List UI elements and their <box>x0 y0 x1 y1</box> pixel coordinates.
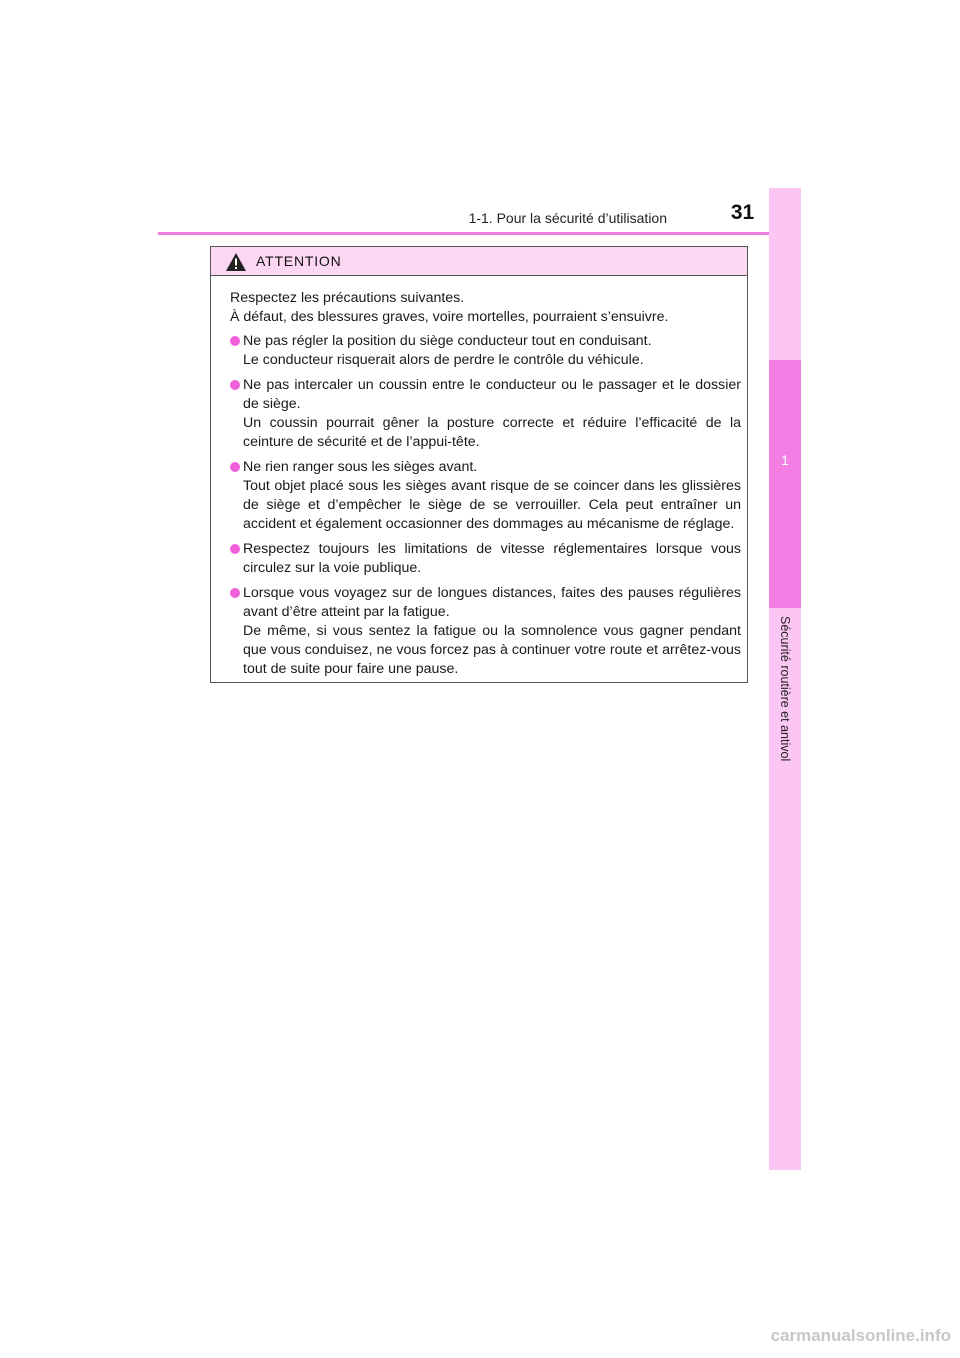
attention-body <box>211 276 747 679</box>
precaution-detail: De même, si vous sentez la fatigue ou la somnolence vous gagner pendant que vous conduisez, ne vous forcez pas à continuer votre route et arrêtez-vous tout de suite pour faire une pause. <box>243 623 741 677</box>
watermark-logo: carmanualsonline.info <box>770 1326 951 1345</box>
list-item <box>230 376 741 452</box>
attention-box <box>210 246 748 683</box>
chapter-label: Sécurité routière et antivol <box>778 616 792 762</box>
chapter-side-tab <box>769 188 801 1170</box>
chapter-marker <box>769 360 801 608</box>
list-item <box>230 332 741 370</box>
bullet-dot-icon <box>230 544 240 554</box>
intro-line-1: Respectez les précautions suivantes. <box>230 290 465 306</box>
warning-triangle-icon <box>225 252 247 272</box>
precaution-detail: Le conducteur risquerait alors de perdre le contrôle du véhicule. <box>243 352 644 368</box>
precaution-list <box>230 332 741 679</box>
attention-intro <box>230 289 741 327</box>
attention-header <box>211 247 747 276</box>
attention-title: ATTENTION <box>256 253 342 269</box>
list-item <box>230 584 741 679</box>
page-number: 31 <box>730 201 755 224</box>
list-item <box>230 540 741 578</box>
intro-line-2: À défaut, des blessures graves, voire mortelles, pourraient s’ensuivre. <box>230 309 669 325</box>
section-title: 1-1. Pour la sécurité d’utilisation <box>468 210 667 226</box>
header-rule <box>158 232 800 235</box>
precaution-text: Ne pas régler la position du siège conducteur tout en conduisant. <box>243 333 652 349</box>
bullet-dot-icon <box>230 336 240 346</box>
list-item <box>230 458 741 534</box>
precaution-detail: Tout objet placé sous les sièges avant risque de se coincer dans les glissières de siège et d’empêcher le siège de se verrouiller. Cela peut entraîner un accident et également occasionner des dommages au mécanisme de réglage. <box>243 478 741 532</box>
bullet-dot-icon <box>230 588 240 598</box>
precaution-detail: Un coussin pourrait gêner la posture correcte et réduire l’efficacité de la ceinture de sécurité et de l’appui-tête. <box>243 415 741 450</box>
bullet-dot-icon <box>230 462 240 472</box>
precaution-text: Ne pas intercaler un coussin entre le conducteur ou le passager et le dossier de siège. <box>243 377 741 412</box>
chapter-number: 1 <box>781 452 789 468</box>
precaution-text: Respectez toujours les limitations de vitesse réglementaires lorsque vous circulez sur la voie publique. <box>243 541 741 576</box>
precaution-text: Ne rien ranger sous les sièges avant. <box>243 459 478 475</box>
precaution-text: Lorsque vous voyagez sur de longues distances, faites des pauses régulières avant d’être atteint par la fatigue. <box>243 585 741 620</box>
bullet-dot-icon <box>230 380 240 390</box>
